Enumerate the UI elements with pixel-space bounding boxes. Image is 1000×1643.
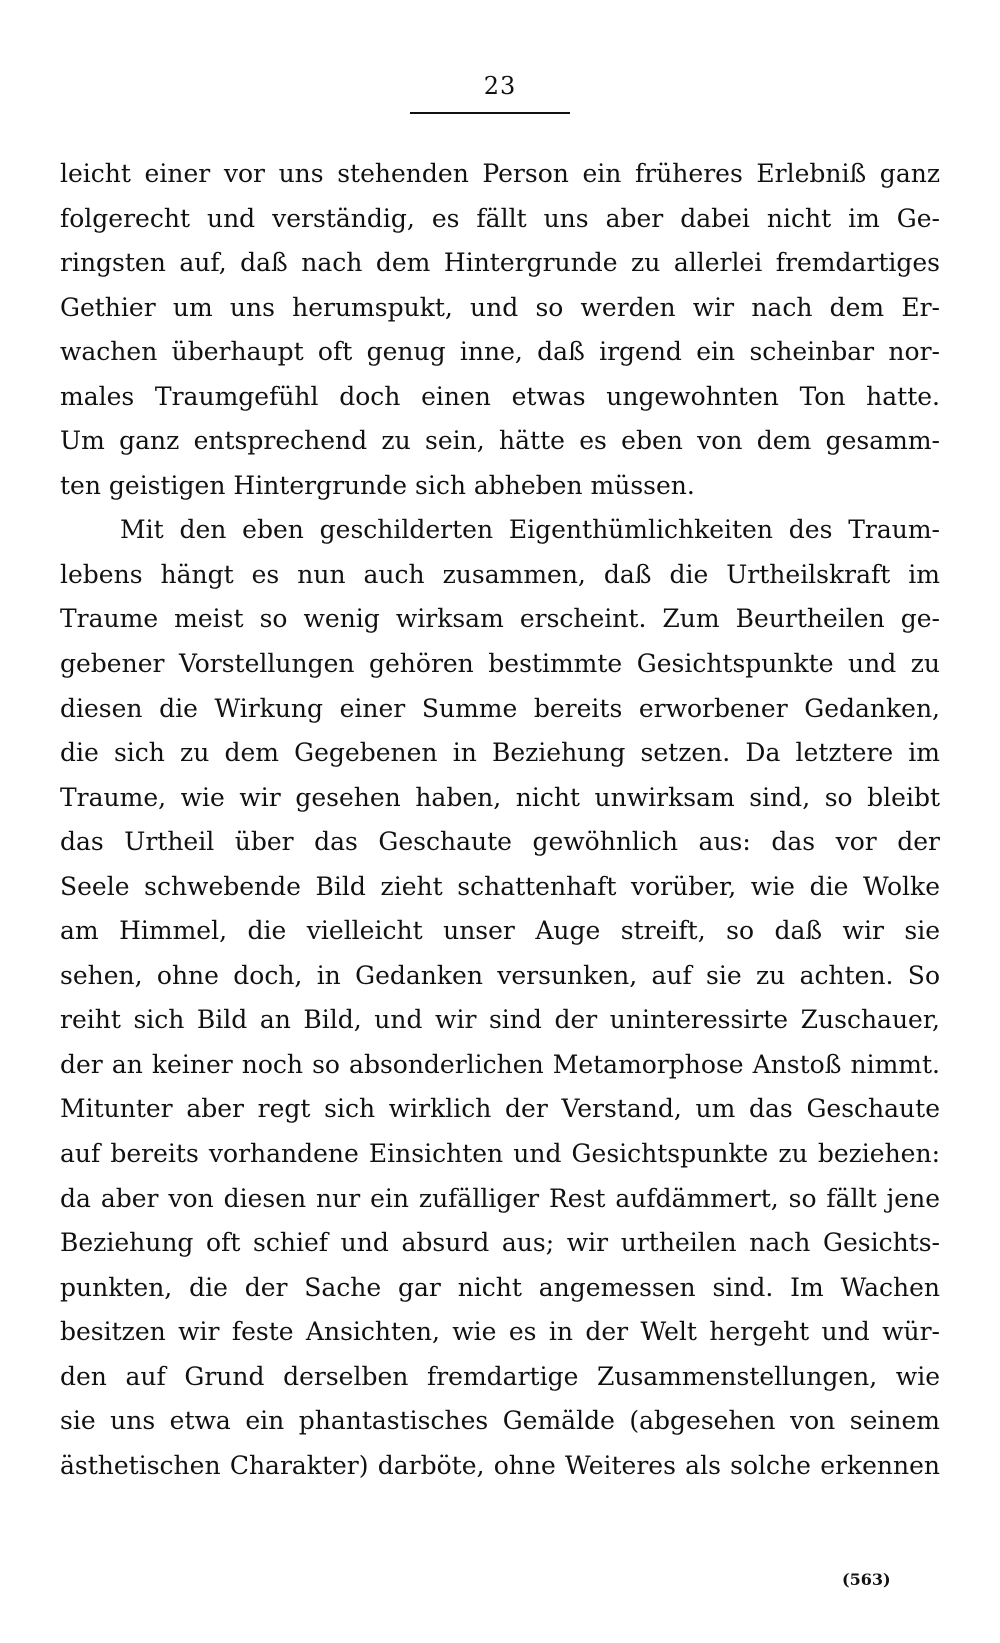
text-line: sehen, ohne doch, in Gedanken versunken, auf sie zu achten. So [60, 960, 940, 990]
text-line: am Himmel, die vielleicht unser Auge streift, so daß wir sie [60, 916, 940, 946]
text-line: males Traumgefühl doch einen etwas ungewohnten Ton hatte. [60, 381, 940, 411]
text-line: Traume meist so wenig wirksam erscheint. Zum Beurtheilen ge- [60, 604, 940, 634]
text-line: Beziehung oft schief und absurd aus; wir urtheilen nach Gesichts- [60, 1228, 940, 1258]
printer-signature: (563) [842, 1570, 891, 1589]
text-line: sie uns etwa ein phantastisches Gemälde (abgesehen von seinem [60, 1406, 940, 1436]
text-line: besitzen wir feste Ansichten, wie es in der Welt hergeht und wür- [60, 1317, 940, 1347]
text-line: diesen die Wirkung einer Summe bereits erworbener Gedanken, [60, 693, 940, 723]
text-line: der an keiner noch so absonderlichen Metamorphose Anstoß nimmt. [60, 1049, 940, 1079]
header-rule [410, 112, 570, 114]
text-line: leicht einer vor uns stehenden Person ein früheres Erlebniß ganz [60, 159, 940, 188]
text-line: ten geistigen Hintergrunde sich abheben müssen. [60, 470, 695, 500]
text-line: das Urtheil über das Geschaute gewöhnlich aus: das vor der [60, 827, 940, 857]
text-line: den auf Grund derselben fremdartige Zusammenstellungen, wie [60, 1361, 940, 1391]
body-text [60, 152, 940, 1488]
text-line: ringsten auf, daß nach dem Hintergrunde zu allerlei fremdartiges [60, 248, 940, 278]
text-line: Mitunter aber regt sich wirklich der Verstand, um das Geschaute [60, 1094, 940, 1124]
text-line: da aber von diesen nur ein zufälliger Rest aufdämmert, so fällt jene [60, 1183, 940, 1213]
page-number: 23 [483, 72, 517, 100]
text-line: wachen überhaupt oft genug inne, daß irgend ein scheinbar nor- [60, 337, 940, 367]
text-line: Traume, wie wir gesehen haben, nicht unwirksam sind, so bleibt [60, 782, 940, 812]
text-line: Um ganz entsprechend zu sein, hätte es eben von dem gesamm- [60, 426, 940, 456]
text-line: reiht sich Bild an Bild, und wir sind der uninteressirte Zuschauer, [60, 1005, 940, 1035]
text-line: ästhetischen Charakter) darböte, ohne Weiteres als solche erkennen [60, 1450, 940, 1480]
text-line: Gethier um uns herumspukt, und so werden wir nach dem Er- [60, 292, 940, 322]
text-line: auf bereits vorhandene Einsichten und Gesichtspunkte zu beziehen: [60, 1139, 940, 1169]
text-line: gebener Vorstellungen gehören bestimmte Gesichtspunkte und zu [60, 649, 940, 679]
text-line: lebens hängt es nun auch zusammen, daß die Urtheilskraft im [60, 559, 940, 589]
text-line: punkten, die der Sache gar nicht angemessen sind. Im Wachen [60, 1272, 940, 1302]
text-line: die sich zu dem Gegebenen in Beziehung setzen. Da letztere im [60, 738, 940, 768]
text-line: folgerecht und verständig, es fällt uns aber dabei nicht im Ge- [60, 203, 940, 233]
text-line: Mit den eben geschilderten Eigenthümlichkeiten des Traum- [120, 515, 940, 545]
text-line: Seele schwebende Bild zieht schattenhaft vorüber, wie die Wolke [60, 871, 940, 901]
